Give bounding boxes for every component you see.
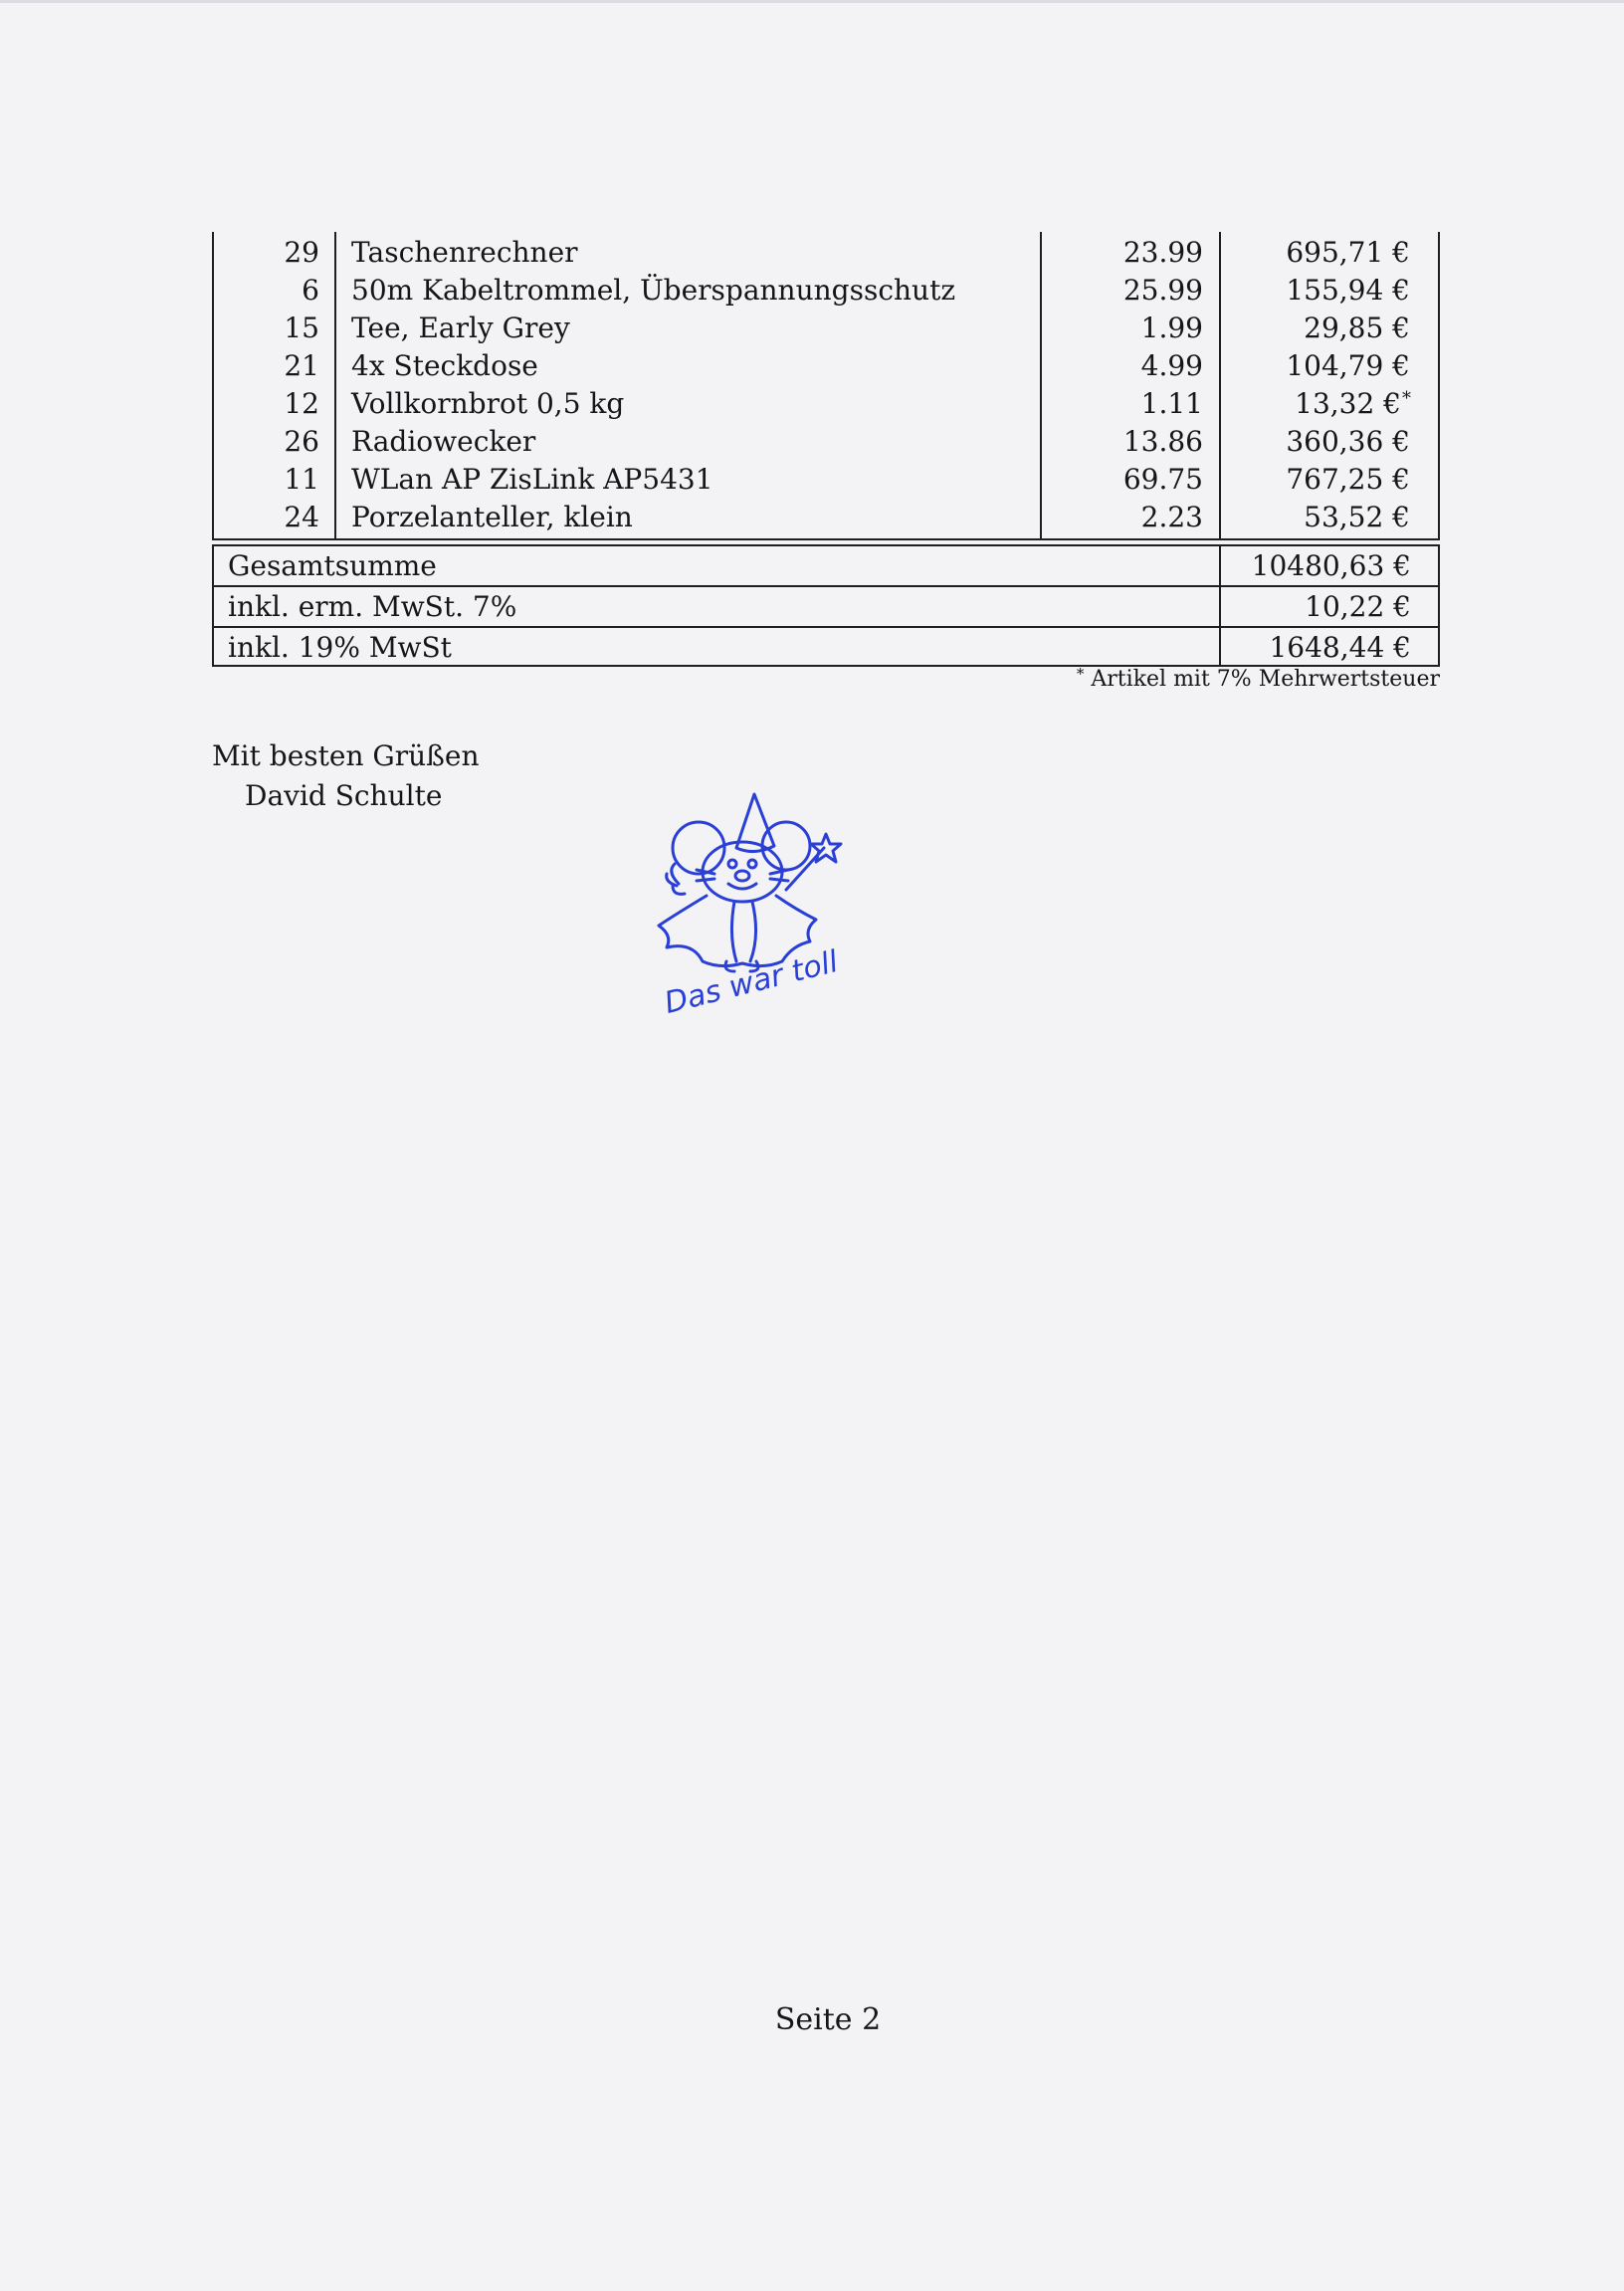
summary-label: inkl. erm. MwSt. 7%	[228, 590, 517, 623]
item-name: Tee, Early Grey	[351, 312, 570, 344]
item-quantity: 6	[302, 274, 319, 307]
item-name: Porzelanteller, klein	[351, 501, 633, 533]
item-quantity: 26	[284, 425, 319, 458]
items-table	[212, 232, 1440, 540]
footnote-text: Artikel mit 7% Mehrwertsteuer	[1091, 667, 1440, 692]
item-unit-price: 4.99	[1140, 349, 1203, 382]
table-row	[214, 234, 1438, 272]
item-unit-price: 1.99	[1140, 312, 1203, 344]
item-name: Radiowecker	[351, 425, 536, 458]
item-quantity: 15	[284, 312, 319, 344]
closing-greeting: Mit besten Grüßen	[212, 739, 480, 772]
signer-name: David Schulte	[245, 779, 443, 812]
item-total: 13,32 €*	[1295, 387, 1411, 420]
table-row	[214, 385, 1438, 423]
summary-row-reduced-vat	[214, 585, 1438, 626]
item-unit-price: 69.75	[1122, 463, 1203, 496]
item-name: Taschenrechner	[351, 236, 578, 269]
tax-mark: *	[1402, 388, 1411, 409]
page-number: Seite 2	[774, 2002, 882, 2037]
page-top-edge	[0, 0, 1624, 3]
summary-row-standard-vat	[214, 626, 1438, 667]
item-quantity: 12	[284, 387, 319, 420]
summary-label: Gesamtsumme	[228, 549, 437, 582]
item-name: 4x Steckdose	[351, 349, 538, 382]
item-unit-price: 23.99	[1122, 236, 1203, 269]
table-row	[214, 499, 1438, 536]
table-row	[214, 347, 1438, 385]
tax-footnote	[896, 667, 1440, 692]
table-row	[214, 461, 1438, 499]
item-unit-price: 1.11	[1140, 387, 1203, 420]
item-unit-price: 2.23	[1140, 501, 1203, 533]
item-quantity: 29	[284, 236, 319, 269]
footnote-mark: *	[1076, 665, 1085, 683]
table-row	[214, 310, 1438, 347]
summary-table	[212, 544, 1440, 667]
item-unit-price: 13.86	[1122, 425, 1203, 458]
item-unit-price: 25.99	[1122, 274, 1203, 307]
table-row	[214, 423, 1438, 461]
item-quantity: 11	[284, 463, 319, 496]
item-total: 53,52 €	[1304, 501, 1410, 533]
item-name: WLan AP ZisLink AP5431	[351, 463, 713, 496]
item-total: 29,85 €	[1304, 312, 1410, 344]
summary-value: 10480,63 €	[1251, 549, 1411, 582]
summary-value: 10,22 €	[1305, 590, 1411, 623]
item-total: 155,94 €	[1286, 274, 1410, 307]
summary-value: 1648,44 €	[1269, 631, 1411, 664]
item-quantity: 24	[284, 501, 319, 533]
item-total: 767,25 €	[1286, 463, 1410, 496]
item-name: Vollkornbrot 0,5 kg	[351, 387, 625, 420]
item-total: 695,71 €	[1286, 236, 1410, 269]
item-total: 360,36 €	[1286, 425, 1410, 458]
item-name: 50m Kabeltrommel, Überspannungsschutz	[351, 274, 956, 307]
item-total: 104,79 €	[1286, 349, 1410, 382]
summary-row-total	[214, 546, 1438, 585]
item-quantity: 21	[284, 349, 319, 382]
table-row	[214, 272, 1438, 310]
summary-label: inkl. 19% MwSt	[228, 631, 452, 664]
stamp-text: Das war toll	[661, 943, 842, 1022]
